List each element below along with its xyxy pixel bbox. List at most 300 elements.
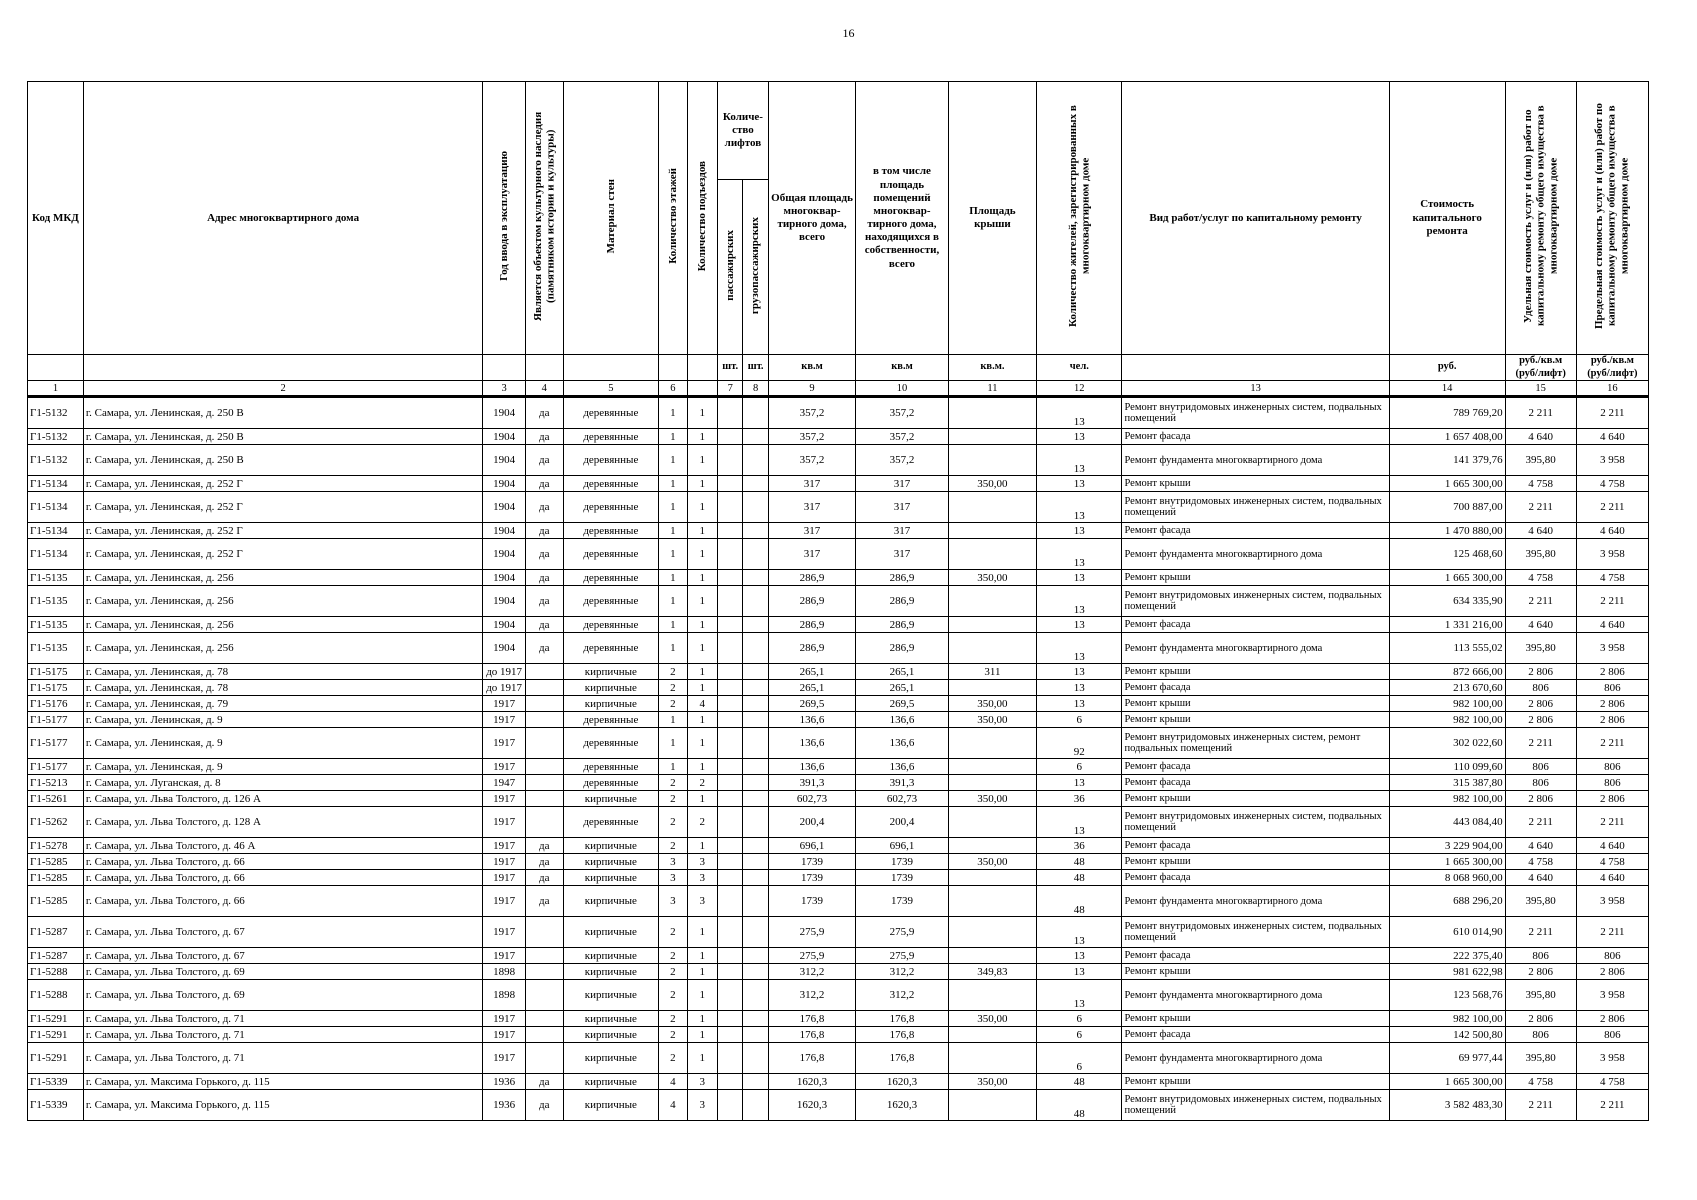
cell-cost: 1 665 300,00: [1389, 570, 1505, 586]
cell-roof-area: [948, 728, 1036, 759]
cell-entrances: 1: [687, 964, 717, 980]
cell-wall-material: кирпичные: [563, 791, 659, 807]
column-number: 5: [563, 381, 659, 397]
cell-cost: 610 014,90: [1389, 917, 1505, 948]
table-row: [28, 728, 1649, 759]
cell-roof-area: [948, 1043, 1036, 1074]
cell-cost: 981 622,98: [1389, 964, 1505, 980]
cell-lifts-passenger: [718, 759, 743, 775]
cell-max-cost: 3 958: [1576, 445, 1648, 476]
cell-lifts-passenger: [718, 696, 743, 712]
column-number: 2: [83, 381, 482, 397]
capital-repair-table: [27, 81, 1649, 1121]
cell-lifts-cargo: [743, 917, 768, 948]
cell-work-type: Ремонт внутридомовых инженерных систем, подвальных помещений: [1122, 917, 1389, 948]
cell-entrances: 1: [687, 728, 717, 759]
cell-wall-material: кирпичные: [563, 696, 659, 712]
column-number: 13: [1122, 381, 1389, 397]
cell-year: до 1917: [483, 680, 526, 696]
cell-floors: 2: [659, 980, 687, 1011]
cell-entrances: 1: [687, 429, 717, 445]
cell-unit-cost: 395,80: [1505, 1043, 1576, 1074]
cell-roof-area: 350,00: [948, 476, 1036, 492]
cell-area-total: 176,8: [768, 1027, 855, 1043]
cell-unit-cost: 395,80: [1505, 539, 1576, 570]
cell-area-total: 286,9: [768, 617, 855, 633]
header-lifts-cargo: грузопассажирских: [743, 180, 768, 355]
cell-entrances: 1: [687, 917, 717, 948]
cell-work-type: Ремонт фундамента многоквартирного дома: [1122, 980, 1389, 1011]
unit-people: чел.: [1037, 355, 1122, 381]
cell-area-owned: 286,9: [856, 617, 948, 633]
cell-lifts-cargo: [743, 1043, 768, 1074]
cell-wall-material: кирпичные: [563, 664, 659, 680]
cell-area-total: 1739: [768, 886, 855, 917]
cell-floors: 1: [659, 492, 687, 523]
cell-lifts-cargo: [743, 680, 768, 696]
column-number: 7: [718, 381, 743, 397]
cell-work-type: Ремонт крыши: [1122, 476, 1389, 492]
cell-area-total: 286,9: [768, 633, 855, 664]
cell-mkd-code: Г1-5132: [28, 397, 84, 429]
cell-area-total: 602,73: [768, 791, 855, 807]
cell-roof-area: 350,00: [948, 854, 1036, 870]
cell-mkd-code: Г1-5278: [28, 838, 84, 854]
cell-unit-cost: 4 758: [1505, 854, 1576, 870]
cell-roof-area: [948, 429, 1036, 445]
cell-max-cost: 3 958: [1576, 539, 1648, 570]
cell-lifts-cargo: [743, 948, 768, 964]
cell-lifts-cargo: [743, 1027, 768, 1043]
cell-residents: 13: [1037, 523, 1122, 539]
cell-lifts-passenger: [718, 791, 743, 807]
cell-floors: 3: [659, 886, 687, 917]
cell-floors: 1: [659, 523, 687, 539]
cell-floors: 2: [659, 680, 687, 696]
cell-lifts-cargo: [743, 980, 768, 1011]
cell-address: г. Самара, ул. Льва Толстого, д. 67: [83, 948, 482, 964]
cell-unit-cost: 4 640: [1505, 523, 1576, 539]
column-number: 1: [28, 381, 84, 397]
cell-floors: 2: [659, 1011, 687, 1027]
cell-address: г. Самара, ул. Ленинская, д. 79: [83, 696, 482, 712]
cell-work-type: Ремонт крыши: [1122, 696, 1389, 712]
cell-max-cost: 806: [1576, 948, 1648, 964]
cell-address: г. Самара, ул. Льва Толстого, д. 126 А: [83, 791, 482, 807]
column-number: 6: [659, 381, 687, 397]
cell-mkd-code: Г1-5177: [28, 712, 84, 728]
cell-year: 1904: [483, 586, 526, 617]
cell-cost: 688 296,20: [1389, 886, 1505, 917]
cell-heritage: да: [525, 523, 563, 539]
cell-work-type: Ремонт фасада: [1122, 680, 1389, 696]
cell-wall-material: кирпичные: [563, 886, 659, 917]
cell-max-cost: 4 640: [1576, 870, 1648, 886]
cell-heritage: да: [525, 617, 563, 633]
column-number: 16: [1576, 381, 1648, 397]
cell-cost: 982 100,00: [1389, 696, 1505, 712]
cell-work-type: Ремонт фасада: [1122, 617, 1389, 633]
cell-roof-area: 350,00: [948, 1011, 1036, 1027]
cell-max-cost: 806: [1576, 1027, 1648, 1043]
cell-max-cost: 2 211: [1576, 586, 1648, 617]
cell-heritage: [525, 948, 563, 964]
cell-wall-material: деревянные: [563, 539, 659, 570]
cell-wall-material: кирпичные: [563, 1043, 659, 1074]
table-row: [28, 696, 1649, 712]
cell-area-owned: 275,9: [856, 948, 948, 964]
cell-lifts-passenger: [718, 539, 743, 570]
cell-roof-area: [948, 445, 1036, 476]
cell-work-type: Ремонт фасада: [1122, 838, 1389, 854]
cell-residents: 48: [1037, 870, 1122, 886]
cell-work-type: Ремонт фундамента многоквартирного дома: [1122, 1043, 1389, 1074]
cell-work-type: Ремонт фундамента многоквартирного дома: [1122, 539, 1389, 570]
cell-area-owned: 136,6: [856, 759, 948, 775]
cell-area-owned: 312,2: [856, 980, 948, 1011]
cell-lifts-passenger: [718, 870, 743, 886]
cell-entrances: 1: [687, 838, 717, 854]
cell-max-cost: 2 806: [1576, 964, 1648, 980]
cell-wall-material: кирпичные: [563, 870, 659, 886]
cell-work-type: Ремонт фасада: [1122, 1027, 1389, 1043]
cell-year: до 1917: [483, 664, 526, 680]
cell-work-type: Ремонт крыши: [1122, 712, 1389, 728]
cell-wall-material: деревянные: [563, 586, 659, 617]
cell-wall-material: кирпичные: [563, 1090, 659, 1121]
cell-residents: 48: [1037, 1074, 1122, 1090]
cell-year: 1947: [483, 775, 526, 791]
table-row: [28, 617, 1649, 633]
cell-mkd-code: Г1-5135: [28, 617, 84, 633]
cell-mkd-code: Г1-5177: [28, 759, 84, 775]
cell-lifts-passenger: [718, 886, 743, 917]
table-row: [28, 807, 1649, 838]
cell-roof-area: [948, 523, 1036, 539]
header-cost: Стоимость капитального ремонта: [1389, 82, 1505, 355]
header-lifts-passenger: пассажирских: [718, 180, 743, 355]
cell-mkd-code: Г1-5175: [28, 664, 84, 680]
cell-lifts-cargo: [743, 429, 768, 445]
unit-sqm: кв.м.: [948, 355, 1036, 381]
header-code: Код МКД: [28, 82, 84, 355]
cell-roof-area: 349,83: [948, 964, 1036, 980]
header-max-cost: Предельная стоимость услуг и (или) работ по капитальному ремонту общего имущества в многоквартирном доме: [1576, 82, 1648, 355]
cell-year: 1904: [483, 476, 526, 492]
cell-area-owned: 136,6: [856, 728, 948, 759]
cell-year: 1904: [483, 617, 526, 633]
cell-year: 1917: [483, 696, 526, 712]
unit-pcs: шт.: [743, 355, 768, 381]
cell-area-owned: 357,2: [856, 397, 948, 429]
cell-roof-area: [948, 586, 1036, 617]
table-row: [28, 870, 1649, 886]
cell-area-total: 357,2: [768, 445, 855, 476]
cell-heritage: да: [525, 838, 563, 854]
cell-address: г. Самара, ул. Льва Толстого, д. 71: [83, 1043, 482, 1074]
cell-area-owned: 1620,3: [856, 1090, 948, 1121]
table-row: [28, 492, 1649, 523]
cell-roof-area: [948, 759, 1036, 775]
table-row: [28, 1027, 1649, 1043]
cell-cost: 3 582 483,30: [1389, 1090, 1505, 1121]
cell-area-owned: 1739: [856, 870, 948, 886]
cell-year: 1904: [483, 539, 526, 570]
column-number: 8: [743, 381, 768, 397]
cell-entrances: 2: [687, 807, 717, 838]
cell-lifts-passenger: [718, 429, 743, 445]
cell-roof-area: 350,00: [948, 1074, 1036, 1090]
cell-heritage: [525, 1043, 563, 1074]
cell-area-total: 317: [768, 492, 855, 523]
cell-lifts-cargo: [743, 664, 768, 680]
cell-residents: 13: [1037, 917, 1122, 948]
cell-work-type: Ремонт крыши: [1122, 1011, 1389, 1027]
cell-lifts-cargo: [743, 870, 768, 886]
cell-residents: 6: [1037, 712, 1122, 728]
cell-year: 1936: [483, 1090, 526, 1121]
table-row: [28, 964, 1649, 980]
table-row: [28, 680, 1649, 696]
cell-entrances: 3: [687, 1074, 717, 1090]
cell-roof-area: [948, 838, 1036, 854]
cell-year: 1917: [483, 838, 526, 854]
cell-lifts-cargo: [743, 807, 768, 838]
cell-lifts-cargo: [743, 1011, 768, 1027]
cell-work-type: Ремонт фасада: [1122, 775, 1389, 791]
cell-heritage: да: [525, 445, 563, 476]
cell-entrances: 1: [687, 680, 717, 696]
cell-area-total: 269,5: [768, 696, 855, 712]
cell-residents: 13: [1037, 633, 1122, 664]
cell-wall-material: кирпичные: [563, 948, 659, 964]
cell-residents: 13: [1037, 948, 1122, 964]
cell-address: г. Самара, ул. Льва Толстого, д. 66: [83, 886, 482, 917]
cell-floors: 1: [659, 586, 687, 617]
cell-area-total: 312,2: [768, 980, 855, 1011]
cell-cost: 113 555,02: [1389, 633, 1505, 664]
table-header: [28, 82, 1649, 397]
cell-area-owned: 391,3: [856, 775, 948, 791]
cell-cost: 213 670,60: [1389, 680, 1505, 696]
table-row: [28, 775, 1649, 791]
cell-year: 1917: [483, 917, 526, 948]
cell-residents: 13: [1037, 570, 1122, 586]
cell-lifts-cargo: [743, 775, 768, 791]
cell-lifts-passenger: [718, 917, 743, 948]
cell-heritage: [525, 1011, 563, 1027]
cell-floors: 1: [659, 633, 687, 664]
cell-area-total: 275,9: [768, 917, 855, 948]
cell-work-type: Ремонт внутридомовых инженерных систем, подвальных помещений: [1122, 397, 1389, 429]
header-work-type: Вид работ/услуг по капитальному ремонту: [1122, 82, 1389, 355]
cell-area-total: 1620,3: [768, 1074, 855, 1090]
cell-area-owned: 286,9: [856, 586, 948, 617]
cell-area-owned: 136,6: [856, 712, 948, 728]
cell-lifts-cargo: [743, 886, 768, 917]
cell-cost: 123 568,76: [1389, 980, 1505, 1011]
cell-mkd-code: Г1-5339: [28, 1074, 84, 1090]
cell-entrances: 4: [687, 696, 717, 712]
cell-lifts-passenger: [718, 680, 743, 696]
cell-max-cost: 2 211: [1576, 397, 1648, 429]
cell-roof-area: 350,00: [948, 696, 1036, 712]
cell-address: г. Самара, ул. Ленинская, д. 250 В: [83, 397, 482, 429]
unit-rub: руб.: [1389, 355, 1505, 381]
cell-unit-cost: 2 806: [1505, 791, 1576, 807]
cell-mkd-code: Г1-5134: [28, 476, 84, 492]
cell-heritage: [525, 759, 563, 775]
cell-heritage: [525, 964, 563, 980]
cell-address: г. Самара, ул. Льва Толстого, д. 66: [83, 870, 482, 886]
cell-floors: 1: [659, 570, 687, 586]
cell-year: 1917: [483, 759, 526, 775]
cell-floors: 2: [659, 696, 687, 712]
cell-entrances: 1: [687, 1011, 717, 1027]
cell-roof-area: 350,00: [948, 570, 1036, 586]
cell-cost: 125 468,60: [1389, 539, 1505, 570]
cell-unit-cost: 2 806: [1505, 964, 1576, 980]
column-number: 4: [525, 381, 563, 397]
cell-unit-cost: 806: [1505, 775, 1576, 791]
unit-sqm: кв.м: [856, 355, 948, 381]
table-row: [28, 948, 1649, 964]
cell-unit-cost: 806: [1505, 680, 1576, 696]
cell-max-cost: 806: [1576, 775, 1648, 791]
cell-max-cost: 4 640: [1576, 838, 1648, 854]
cell-area-owned: 176,8: [856, 1011, 948, 1027]
cell-mkd-code: Г1-5291: [28, 1027, 84, 1043]
cell-year: 1904: [483, 445, 526, 476]
cell-work-type: Ремонт фасада: [1122, 759, 1389, 775]
cell-unit-cost: 806: [1505, 948, 1576, 964]
cell-wall-material: деревянные: [563, 397, 659, 429]
cell-lifts-passenger: [718, 476, 743, 492]
cell-work-type: Ремонт внутридомовых инженерных систем, подвальных помещений: [1122, 492, 1389, 523]
cell-max-cost: 4 640: [1576, 429, 1648, 445]
cell-lifts-cargo: [743, 539, 768, 570]
cell-area-owned: 317: [856, 476, 948, 492]
cell-area-owned: 265,1: [856, 664, 948, 680]
cell-wall-material: кирпичные: [563, 980, 659, 1011]
cell-unit-cost: 2 211: [1505, 917, 1576, 948]
cell-residents: 13: [1037, 964, 1122, 980]
cell-residents: 13: [1037, 492, 1122, 523]
cell-work-type: Ремонт крыши: [1122, 964, 1389, 980]
header-wall-material: Материал стен: [563, 82, 659, 355]
cell-roof-area: [948, 886, 1036, 917]
cell-lifts-passenger: [718, 1027, 743, 1043]
cell-wall-material: деревянные: [563, 445, 659, 476]
cell-residents: 48: [1037, 854, 1122, 870]
header-lifts: Количе-ство лифтов: [718, 82, 769, 180]
cell-wall-material: кирпичные: [563, 680, 659, 696]
cell-max-cost: 4 758: [1576, 1074, 1648, 1090]
cell-area-total: 176,8: [768, 1011, 855, 1027]
cell-area-owned: 696,1: [856, 838, 948, 854]
table-row: [28, 539, 1649, 570]
cell-heritage: да: [525, 870, 563, 886]
cell-floors: 4: [659, 1074, 687, 1090]
cell-mkd-code: Г1-5177: [28, 728, 84, 759]
cell-unit-cost: 2 211: [1505, 492, 1576, 523]
cell-mkd-code: Г1-5176: [28, 696, 84, 712]
header-year: Год ввода в эксплуатацию: [483, 82, 526, 355]
cell-floors: 3: [659, 854, 687, 870]
cell-work-type: Ремонт фундамента многоквартирного дома: [1122, 886, 1389, 917]
cell-address: г. Самара, ул. Ленинская, д. 9: [83, 712, 482, 728]
table-row: [28, 1090, 1649, 1121]
cell-heritage: да: [525, 492, 563, 523]
header-address: Адрес многоквартирного дома: [83, 82, 482, 355]
cell-wall-material: кирпичные: [563, 964, 659, 980]
cell-lifts-passenger: [718, 712, 743, 728]
cell-wall-material: деревянные: [563, 712, 659, 728]
cell-address: г. Самара, ул. Максима Горького, д. 115: [83, 1090, 482, 1121]
cell-year: 1917: [483, 886, 526, 917]
header-floors: Количество этажей: [659, 82, 687, 355]
cell-address: г. Самара, ул. Ленинская, д. 252 Г: [83, 523, 482, 539]
header-residents: Количество жителей, зарегистрированных в многоквартирном доме: [1037, 82, 1122, 355]
cell-floors: 2: [659, 791, 687, 807]
cell-unit-cost: 4 640: [1505, 617, 1576, 633]
cell-wall-material: деревянные: [563, 523, 659, 539]
cell-cost: 982 100,00: [1389, 712, 1505, 728]
cell-lifts-passenger: [718, 445, 743, 476]
cell-area-total: 357,2: [768, 397, 855, 429]
column-number: 11: [948, 381, 1036, 397]
cell-area-total: 1739: [768, 870, 855, 886]
cell-entrances: 1: [687, 397, 717, 429]
cell-heritage: [525, 791, 563, 807]
cell-area-total: 357,2: [768, 429, 855, 445]
cell-heritage: [525, 917, 563, 948]
cell-lifts-cargo: [743, 838, 768, 854]
cell-residents: 13: [1037, 680, 1122, 696]
cell-lifts-passenger: [718, 492, 743, 523]
cell-unit-cost: 2 211: [1505, 397, 1576, 429]
cell-mkd-code: Г1-5213: [28, 775, 84, 791]
cell-mkd-code: Г1-5291: [28, 1011, 84, 1027]
table-row: [28, 445, 1649, 476]
table-row: [28, 586, 1649, 617]
cell-residents: 13: [1037, 807, 1122, 838]
cell-heritage: [525, 664, 563, 680]
cell-max-cost: 806: [1576, 680, 1648, 696]
cell-floors: 2: [659, 775, 687, 791]
cell-heritage: да: [525, 854, 563, 870]
column-number: 12: [1037, 381, 1122, 397]
header-area-owned: в том числе площадь помещений многоквар-тирного дома, находящихся в собственности, всего: [856, 82, 948, 355]
cell-floors: 2: [659, 1027, 687, 1043]
cell-roof-area: [948, 492, 1036, 523]
cell-lifts-passenger: [718, 617, 743, 633]
cell-unit-cost: 2 211: [1505, 807, 1576, 838]
cell-work-type: Ремонт внутридомовых инженерных систем, подвальных помещений: [1122, 1090, 1389, 1121]
cell-cost: 872 666,00: [1389, 664, 1505, 680]
cell-roof-area: [948, 680, 1036, 696]
cell-mkd-code: Г1-5285: [28, 854, 84, 870]
table-row: [28, 570, 1649, 586]
cell-area-owned: 317: [856, 539, 948, 570]
cell-address: г. Самара, ул. Ленинская, д. 250 В: [83, 429, 482, 445]
cell-area-total: 312,2: [768, 964, 855, 980]
cell-lifts-passenger: [718, 1074, 743, 1090]
cell-residents: 6: [1037, 759, 1122, 775]
cell-max-cost: 4 758: [1576, 854, 1648, 870]
cell-floors: 4: [659, 1090, 687, 1121]
cell-address: г. Самара, ул. Ленинская, д. 256: [83, 586, 482, 617]
